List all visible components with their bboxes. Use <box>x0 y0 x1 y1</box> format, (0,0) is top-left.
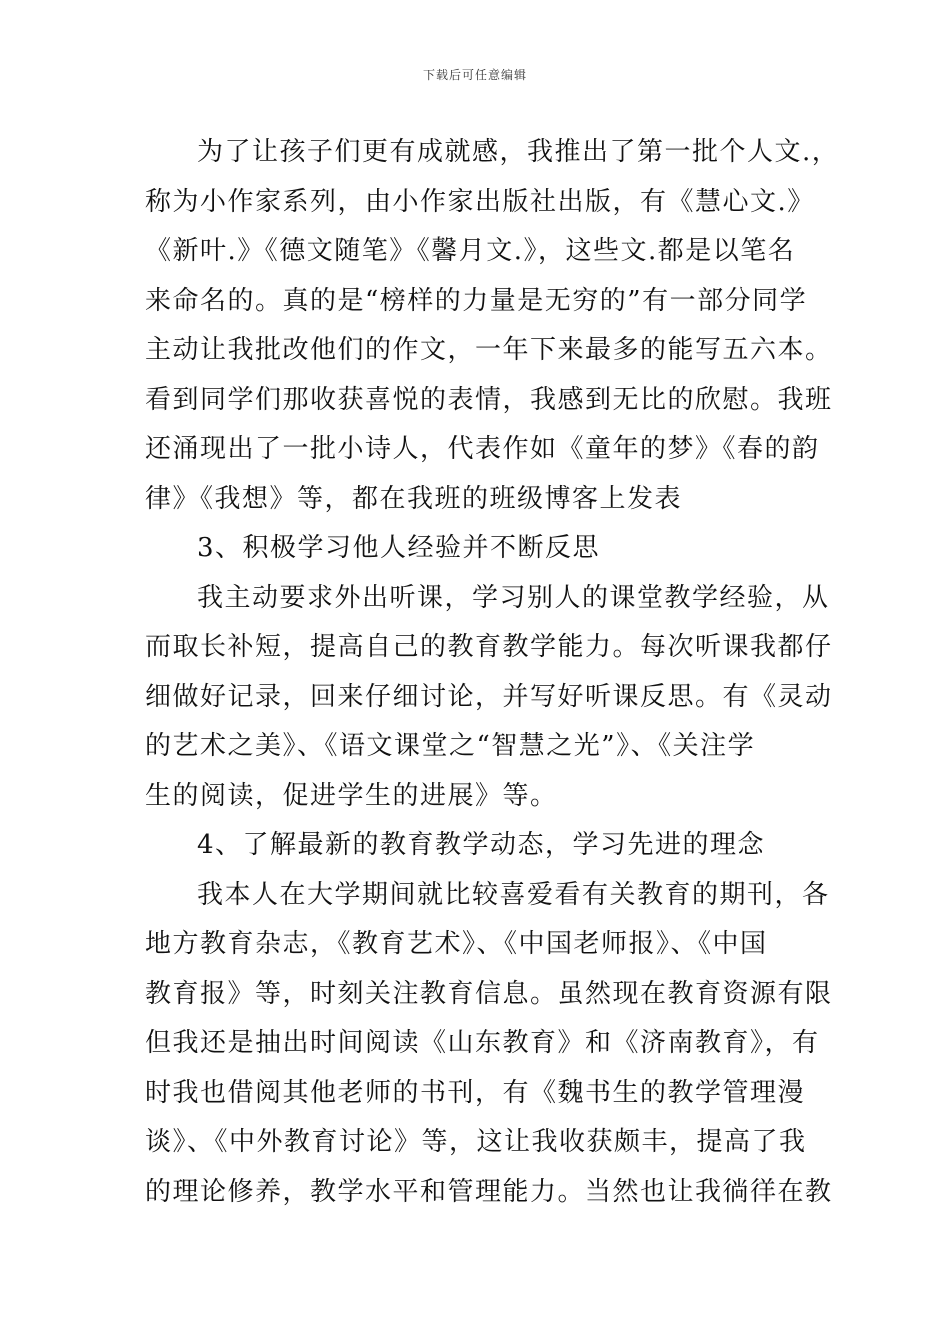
text-line: 的理论修养，教学水平和管理能力。当然也让我徜徉在教 <box>145 1176 833 1207</box>
text-line: 的艺术之美》、《语文课堂之“智慧之光”》、《关注学 <box>145 731 756 761</box>
text-line: 但我还是抽出时间阅读《山东教育》和《济南教育》，有 <box>145 1028 820 1058</box>
section-heading: 3、积极学习他人经验并不断反思 <box>197 533 601 563</box>
text-line: 我本人在大学期间就比较喜爱看有关教育的期刊，各 <box>197 879 830 910</box>
section-heading: 4、了解最新的教育教学动态，学习先进的理念 <box>197 830 766 860</box>
text-line: 时我也借阅其他老师的书刊，有《魏书生的教学管理漫 <box>145 1077 806 1108</box>
text-line: 细做好记录，回来仔细讨论，并写好听课反思。有《灵动 <box>145 681 833 712</box>
text-line: 而取长补短，提高自己的教育教学能力。每次听课我都仔 <box>145 632 833 662</box>
text-line: 地方教育杂志，《教育艺术》、《中国老师报》、《中国 <box>145 929 768 959</box>
text-line: 看到同学们那收获喜悦的表情，我感到无比的欣慰。我班 <box>145 384 833 415</box>
text-line: 我主动要求外出听课，学习别人的课堂教学经验，从 <box>197 582 830 613</box>
text-line: 还涌现出了一批小诗人，代表作如《童年的梦》《春的韵 <box>145 434 820 464</box>
text-line: 生的阅读，促进学生的进展》等。 <box>145 780 558 811</box>
text-line: 律》《我想》等，都在我班的班级博客上发表 <box>145 483 683 514</box>
text-line: 谈》、《中外教育讨论》等，这让我收获颇丰，提高了我 <box>145 1127 807 1157</box>
text-line: 为了让孩子们更有成就感，我推出了第一批个人文.， <box>197 137 840 167</box>
text-line: 主动让我批改他们的作文，一年下来最多的能写五六本。 <box>145 335 833 365</box>
document-body <box>145 128 840 1217</box>
text-line: 来命名的。真的是“榜样的力量是无穷的”有一部分同学 <box>145 285 808 316</box>
header-note: 下载后可任意编辑 <box>422 68 527 82</box>
text-line: 教育报》等，时刻关注教育信息。虽然现在教育资源有限 <box>145 978 833 1009</box>
text-line: 《新叶.》《德文随笔》《馨月文.》，这些文.都是以笔名 <box>145 236 796 266</box>
text-line: 称为小作家系列，由小作家出版社出版，有《慧心文.》 <box>145 186 815 217</box>
